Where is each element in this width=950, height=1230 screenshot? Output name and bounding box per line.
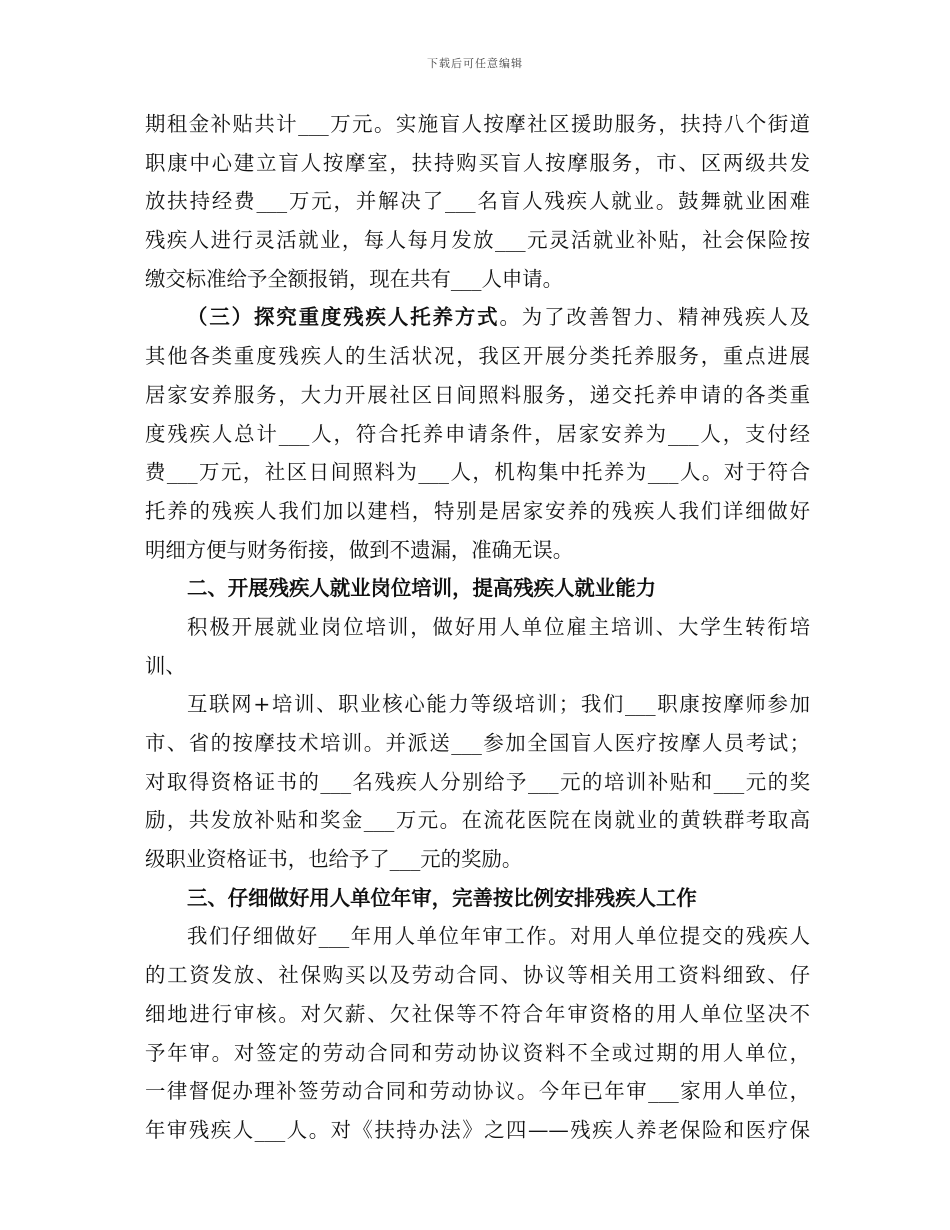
text-line: 其他各类重度残疾人的生活状况，我区开展分类托养服务，重点进展 [145, 344, 810, 369]
text-line: 一律督促办理补签劳动合同和劳动协议。今年已年审___家用人单位， [145, 1079, 810, 1104]
text-line: 度残疾人总计___人，符合托养申请条件，居家安养为___人，支付经 [145, 421, 810, 446]
text-line: 级职业资格证书，也给予了___元的奖励。 [145, 847, 523, 872]
text-line: 缴交标准给予全额报销，现在共有___人申请。 [145, 266, 564, 291]
text-line: 励，共发放补贴和奖金___万元。在流花医院在岗就业的黄轶群考取高 [145, 808, 810, 833]
section-3-title: （三）探究重度残疾人托养方式 [187, 305, 500, 330]
text-line: 期租金补贴共计___万元。实施盲人按摩社区援助服务，扶持八个街道 [145, 112, 810, 136]
text-line: 放扶持经费___万元，并解决了___名盲人残疾人就业。鼓舞就业困难 [145, 189, 810, 214]
text-line: 市、省的按摩技术培训。并派送___参加全国盲人医疗按摩人员考试； [145, 731, 810, 755]
text-line: 费___万元，社区日间照料为___人，机构集中托养为___人。对于符合 [145, 460, 810, 485]
text-line: 的工资发放、社保购买以及劳动合同、协议等相关用工资料细致、仔 [145, 963, 810, 988]
section-3-text: 。为了改善智力、精神残疾人及 [499, 305, 810, 330]
text-line: 居家安养服务，大力开展社区日间照料服务，递交托养申请的各类重 [145, 382, 810, 407]
text-line: 细地进行审核。对欠薪、欠社保等不符合年审资格的用人单位坚决不 [145, 1001, 810, 1026]
text-line: 予年审。对签定的劳动合同和劳动协议资料不全或过期的用人单位， [145, 1040, 810, 1065]
section-heading-2: 二、开展残疾人就业岗位培训，提高残疾人就业能力 [187, 576, 656, 601]
text-line: 年审残疾人___人。对《扶持办法》之四——残疾人养老保险和医疗保 [145, 1117, 810, 1142]
section-heading-3: 三、仔细做好用人单位年审，完善按比例安排残疾人工作 [187, 885, 697, 910]
page-header: 下载后可任意编辑 [427, 57, 523, 70]
text-line: 托养的残疾人我们加以建档，特别是居家安养的残疾人我们详细做好 [145, 498, 810, 523]
text-line: 职康中心建立盲人按摩室，扶持购买盲人按摩服务，市、区两级共发 [145, 150, 810, 175]
text-line: 积极开展就业岗位培训，做好用人单位雇主培训、大学生转衔培 [187, 614, 810, 639]
text-line: 明细方便与财务衔接，做到不遗漏，准确无误。 [145, 537, 574, 562]
text-line: 我们仔细做好___年用人单位年审工作。对用人单位提交的残疾人 [187, 924, 810, 949]
text-line: 对取得资格证书的___名残疾人分别给予___元的培训补贴和___元的奖 [145, 769, 810, 794]
section-3-first-line [145, 298, 810, 337]
document-body [145, 105, 810, 1150]
text-line: 互联网+培训、职业核心能力等级培训；我们___职康按摩师参加 [187, 692, 810, 717]
text-line: 残疾人进行灵活就业，每人每月发放___元灵活就业补贴，社会保险按 [145, 228, 810, 253]
text-line: 训、 [145, 653, 186, 678]
